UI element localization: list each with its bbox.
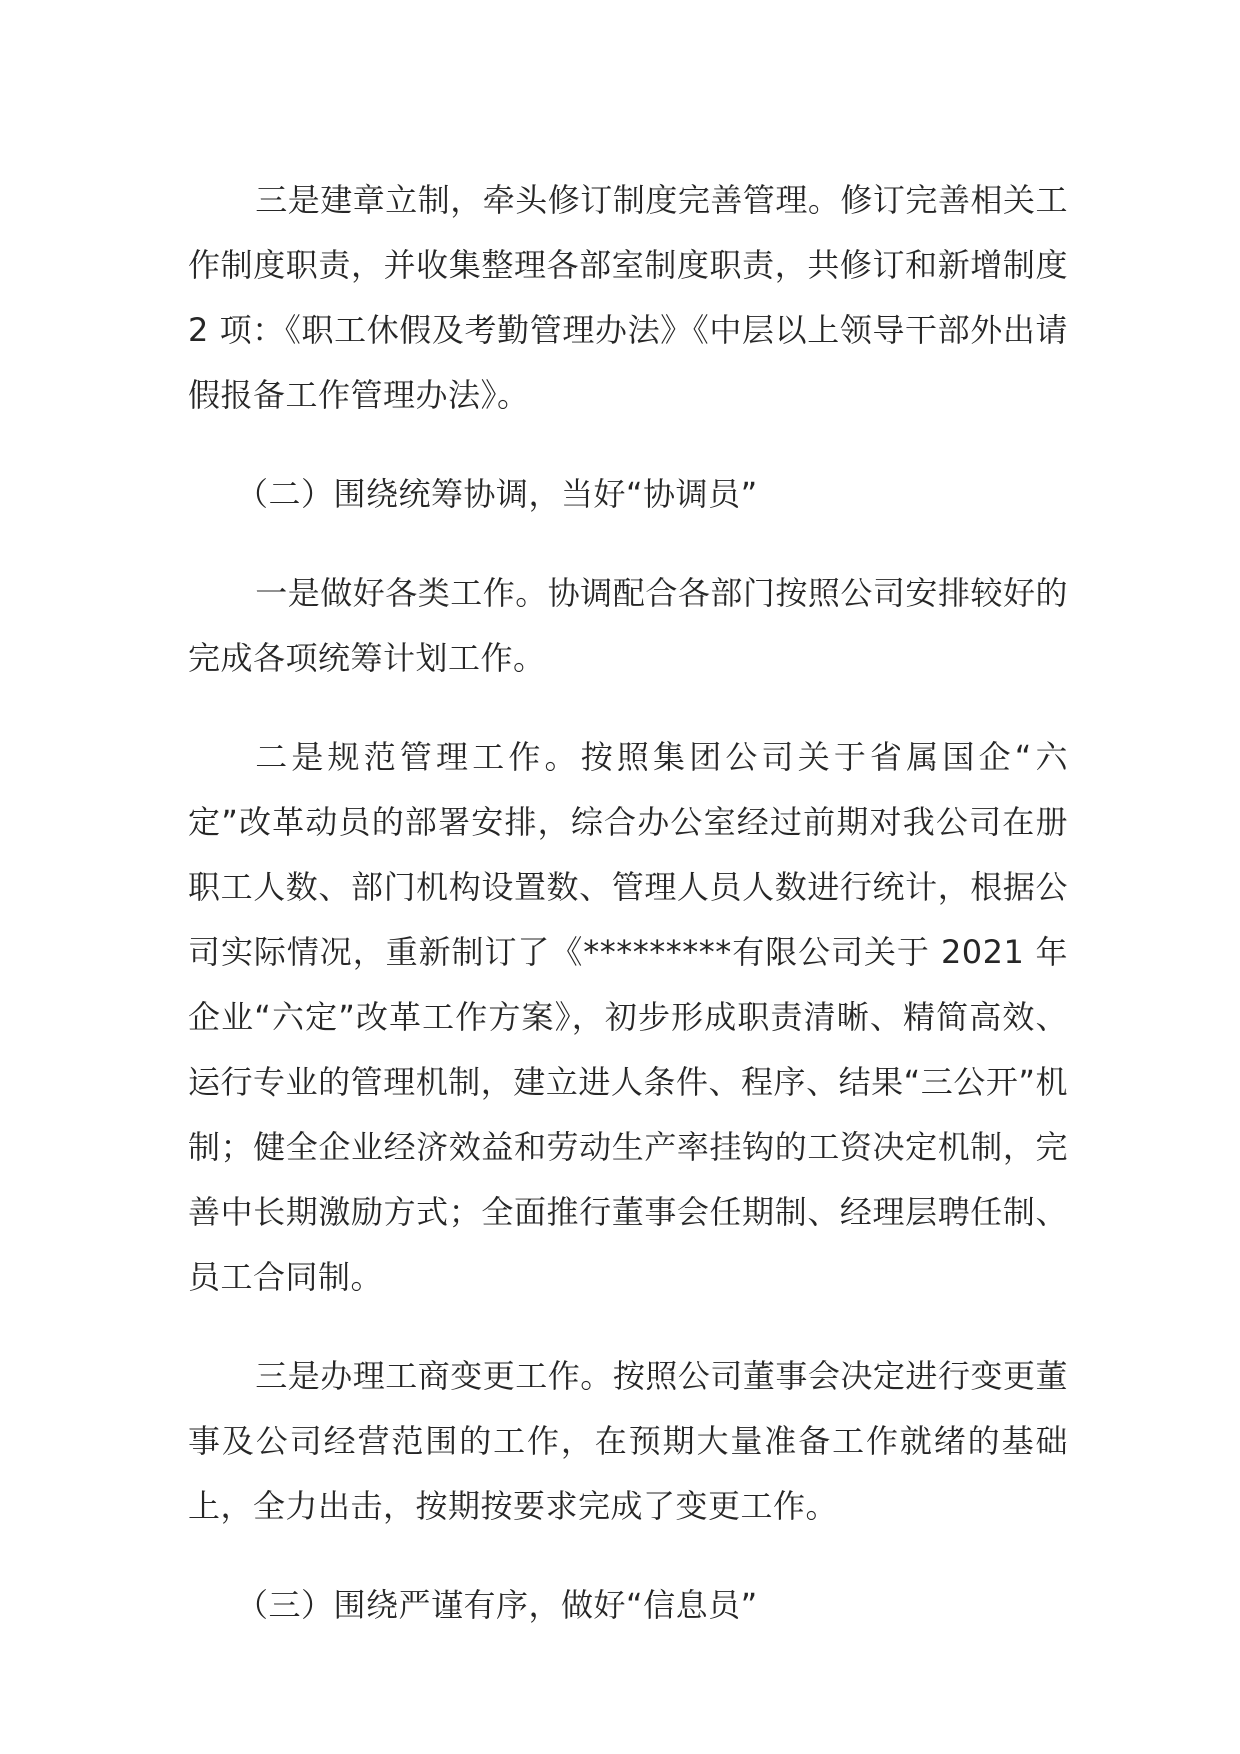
section-heading-information: （三）围绕严谨有序，做好“信息员” — [236, 1586, 758, 1624]
paragraph-rules-revision: 三是建章立制，牵头修订制度完善管理。修订完善相关工作制度职责，并收集整理各部室制度职责，共修订和新增制度 2 项：《职工休假及考勤管理办法》《中层以上领导干部外出请假报备工作管理办法》。 — [188, 181, 1068, 414]
document-body — [188, 168, 1068, 1672]
section-heading-coordination: （二）围绕统筹协调，当好“协调员” — [236, 475, 758, 513]
paragraph-business-registration: 三是办理工商变更工作。按照公司董事会决定进行变更董事及公司经营范围的工作，在预期大量准备工作就绪的基础上，全力出击，按期按要求完成了变更工作。 — [188, 1357, 1068, 1525]
paragraph-management-reform: 二是规范管理工作。按照集团公司关于省属国企“六定”改革动员的部署安排，综合办公室经过前期对我公司在册职工人数、部门机构设置数、管理人员人数进行统计，根据公司实际情况，重新制订了《*********有限公司关于 2021 年企业“六定”改革工作方案》，初步形成职责清晰、精简高效、运行专业的管理机制，建立进人条件、程序、结果“三公开”机制；健全企业经济效益和劳动生产率挂钩的工资决定机制，完善中长期激励方式；全面推行董事会任期制、经理层聘任制、员工合同制。 — [188, 738, 1068, 1296]
paragraph-various-work: 一是做好各类工作。协调配合各部门按照公司安排较好的完成各项统筹计划工作。 — [188, 574, 1068, 677]
